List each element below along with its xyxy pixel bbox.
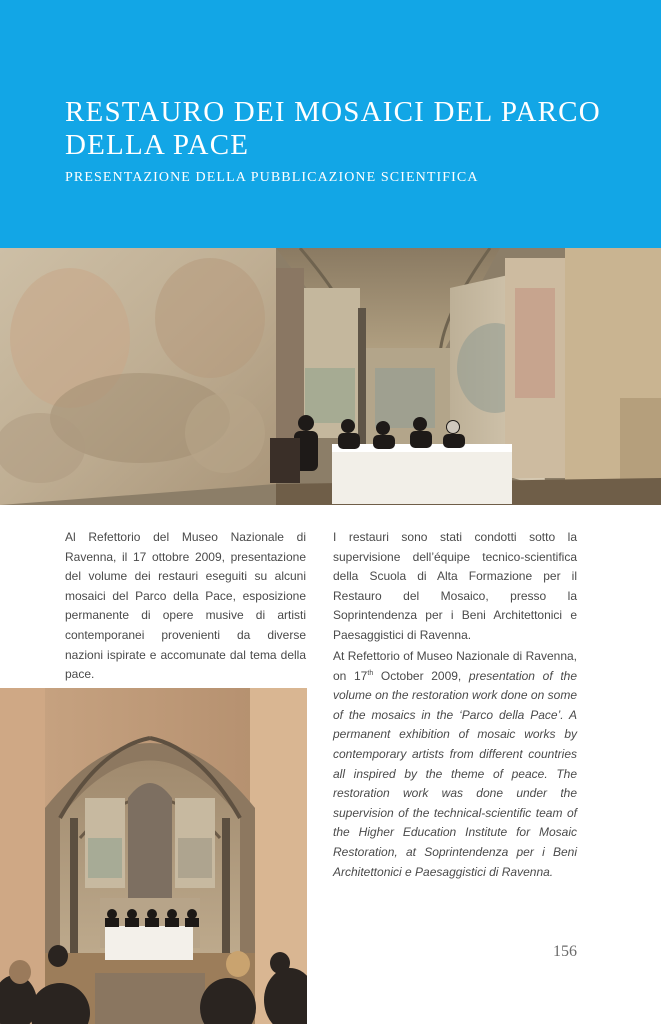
english-lead-after: October 2009,	[373, 668, 462, 683]
header-banner	[0, 0, 661, 248]
refectory-photo-drawing	[0, 248, 661, 505]
page-number: 156	[553, 943, 577, 960]
apse-photo-drawing	[0, 688, 307, 1024]
page-title: RESTAURO DEI MOSAICI DEL PARCO DELLA PACE	[65, 96, 601, 161]
english-lead-before: At Refettorio of Museo Nazionale di Ravenna, on 17	[333, 649, 577, 683]
english-lead-sup: th	[367, 669, 374, 677]
refectory-apse-photo	[0, 688, 307, 1024]
italian-paragraph-left: Al Refettorio del Museo Nazionale di Ravenna, il 17 ottobre 2009, presentazione del volume dei restauri eseguiti su alcuni mosaici del Parco della Pace, esposizione permanente di opere musive di artisti contemporanei provenienti da diverse nazioni ispirate e accomunate dal tema della pace.	[65, 530, 306, 682]
refectory-presentation-photo	[0, 248, 661, 505]
english-italic-text: presentation of the volume on the restoration work done on some of the mosaics in the ‘Parco della Pace’. A permanent exhibition of mosaic works by contemporary artists from different countries all inspired by the theme of peace. The restoration work was done under the supervision of the technical-scientific team of the Higher Education Institute for Mosaic Restoration, at Soprintendenza per i Beni Architettonici e Paesaggistici di Ravenna.	[333, 668, 577, 879]
page-subtitle: PRESENTAZIONE DELLA PUBBLICAZIONE SCIENTIFICA	[65, 170, 479, 185]
italian-paragraph-right: I restauri sono stati condotti sotto la supervisione dell’équipe tecnico-scientifica della Scuola di Alta Formazione per il Restauro del Mosaico, presso la Soprintendenza per i Beni Architettonici e Paesaggistici di Ravenna.	[333, 530, 577, 642]
english-paragraph	[333, 647, 577, 882]
